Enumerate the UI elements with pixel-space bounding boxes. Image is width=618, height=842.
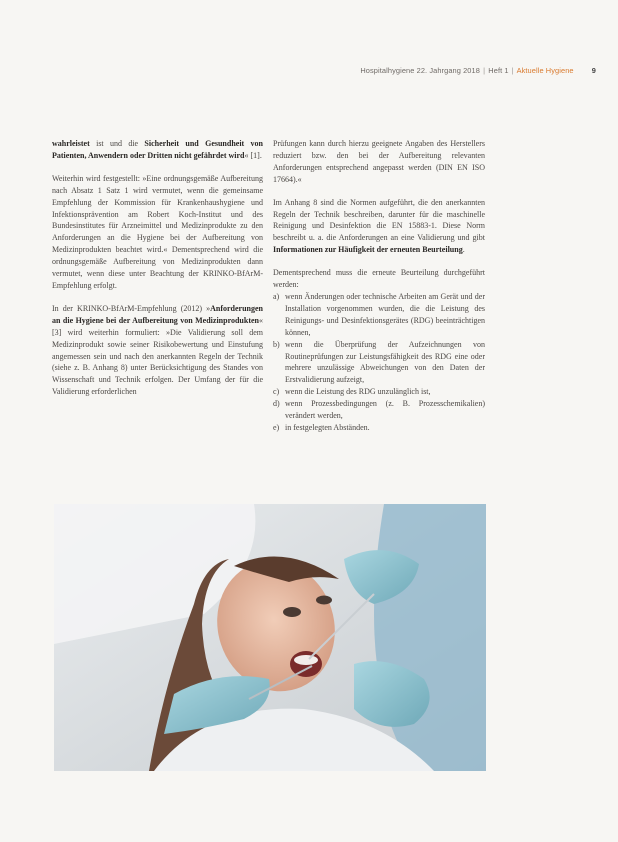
photo-illustration	[54, 504, 486, 771]
text-run: In der KRINKO-BfArM-Empfehlung (2012) »	[52, 303, 211, 313]
dental-treatment-photo	[54, 504, 486, 771]
text-run: Im Anhang 8 sind die Normen aufgeführt, die den anerkannten Regeln der Technik beschreiben, darunter für die maschinelle Reinigung und Desinfektion die EN 15883-1. Diese Norm beschreibt u. a. die Anforderungen an eine Validierung und gibt	[273, 197, 485, 243]
paragraph	[273, 197, 485, 257]
issue-label: Heft 1	[488, 66, 509, 75]
list-item	[273, 422, 485, 434]
list-item-text: wenn die Überprüfung der Aufzeichnungen von Routineprüfungen zur Leistungsfähigkeit des RDG eine oder mehrere unzulässige Abweichungen von den Daten der Erstvalidierung aufzeigt,	[285, 339, 485, 385]
list-item	[273, 398, 485, 422]
list-item	[273, 291, 485, 339]
list-item-text: wenn Prozessbedingungen (z. B. Prozesschemikalien) verändert werden,	[285, 399, 485, 421]
page-number: 9	[591, 66, 596, 75]
paragraph	[52, 138, 263, 162]
bold-text: Anforderungen an die Hygiene bei der Aufbereitung von Medizinprodukten	[52, 303, 263, 325]
running-header	[360, 66, 596, 75]
revalidation-list	[273, 291, 485, 434]
list-marker: a)	[273, 291, 280, 301]
header-separator: |	[483, 66, 486, 75]
right-text-column	[273, 138, 485, 434]
paragraph: Prüfungen kann durch hierzu geeignete Angaben des Herstellers reduziert bzw. den bei der Aufbereitung relevanten Anforderungen entsprechend angepasst werden (DIN EN ISO 17664).«	[273, 139, 485, 184]
text-run: « [1].	[244, 150, 262, 160]
paragraph	[52, 303, 263, 398]
journal-title: Hospitalhygiene 22. Jahrgang 2018	[360, 66, 480, 75]
text-run: .	[462, 245, 465, 255]
bold-text: Sicherheit und Gesundheit von Patienten, Anwendern oder Dritten nicht gefährdet wird	[52, 139, 263, 160]
list-marker: c)	[273, 387, 280, 397]
header-separator: |	[511, 66, 514, 75]
bold-text: wahrleistet	[52, 139, 90, 148]
list-item-text: wenn die Leistung des RDG unzulänglich ist,	[285, 387, 431, 397]
list-item-text: wenn Änderungen oder technische Arbeiten am Gerät und der Installation vorgenommen wurden, die die Leistung des Reinigungs- und Desinfektionsgerätes (RDG) beeinträchtigen können,	[285, 291, 485, 337]
text-run: « [3] wird weiterhin formuliert: »Die Validierung soll dem Medizinprodukt sowie seiner Risikobewertung und Einstufung angemessen sein und nach den anerkannten Regeln der Technik (siehe z. B. Anhang 8) unter Berücksichtigung des Standes von Wissenschaft und Technik erfolgen. Der Umfang der für die Validierung erforderlichen	[52, 315, 263, 397]
list-item-text: in festgelegten Abständen.	[285, 422, 370, 432]
list-marker: d)	[273, 399, 280, 409]
paragraph: Dementsprechend muss die erneute Beurteilung durchgeführt werden:	[273, 268, 485, 290]
paragraph: Weiterhin wird festgestellt: »Eine ordnungsgemäße Aufbereitung nach Absatz 1 Satz 1 wird vermutet, wenn die gemeinsame Empfehlung der Kommission für Krankenhaushygiene und Infektionsprävention am Robert Koch-Institut und des Bundesinstitutes für Arzneimittel und Medizinprodukte zu den Anforderungen an die Hygiene bei der Aufbereitung von Medizinprodukten beachtet wird.« Dementsprechend wird die ordnungsgemäße Aufbereitung von Medizinprodukten dann vermutet, wenn diese unter Beachtung der KRINKO-BfArM-Empfehlung erfolgt.	[52, 173, 263, 290]
list-item	[273, 386, 485, 398]
left-text-column	[52, 138, 263, 409]
list-marker: b)	[273, 339, 280, 349]
list-marker: e)	[273, 422, 280, 432]
section-label: Aktuelle Hygiene	[516, 66, 574, 75]
text-run: ist und die	[89, 139, 145, 148]
bold-text: Informationen zur Häufigkeit der erneuten Beurteilung	[273, 245, 463, 255]
list-item	[273, 339, 485, 387]
